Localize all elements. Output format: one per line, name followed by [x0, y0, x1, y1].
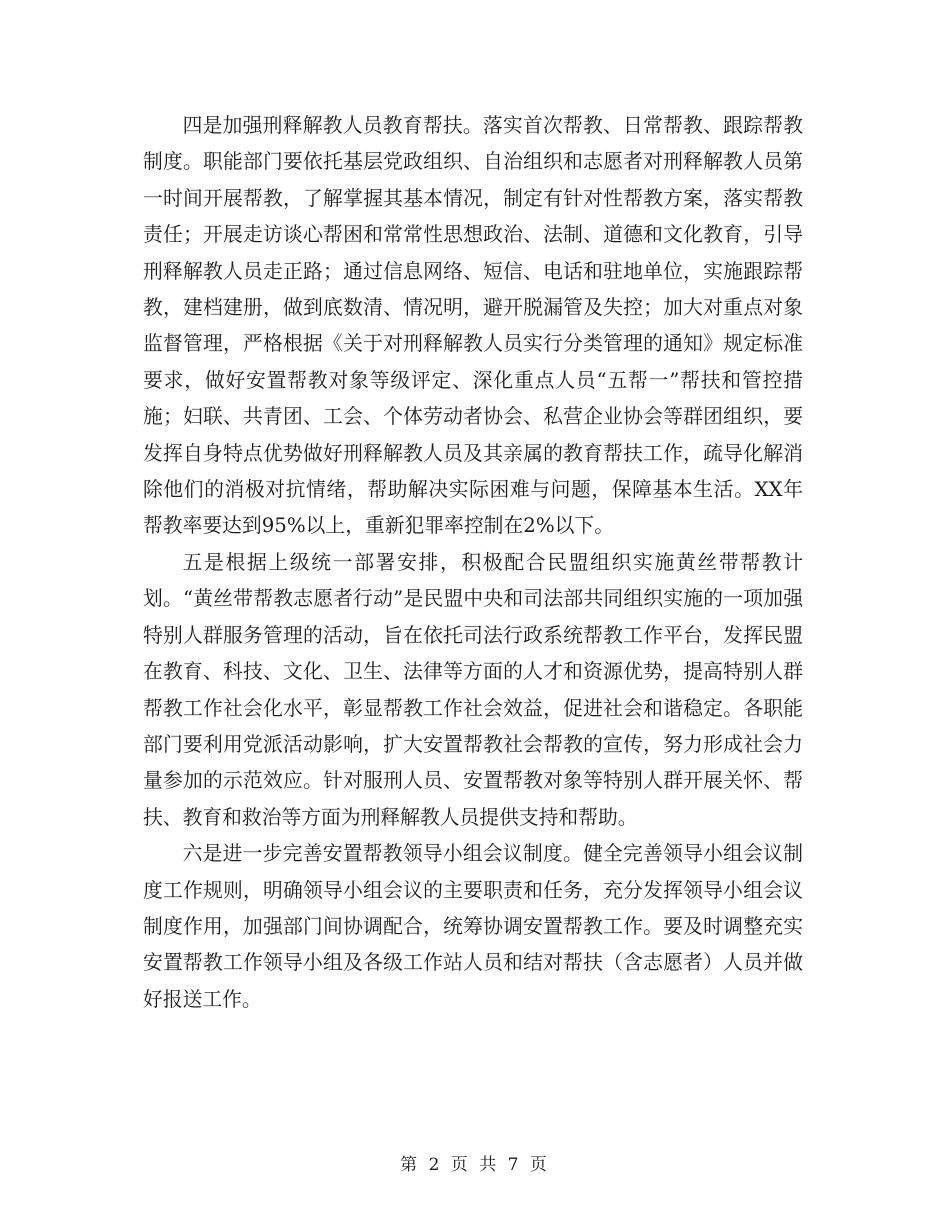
paragraph-5: 五是根据上级统一部署安排，积极配合民盟组织实施黄丝带帮教计划。“黄丝带帮教志愿者行动”是民盟中央和司法部共同组织实施的一项加强特别人群服务管理的活动，旨在依托司法行政系统帮教工作平台，发挥民盟在教育、科技、文化、卫生、法律等方面的人才和资源优势，提高特别人群帮教工作社会化水平，彰显帮教工作社会效益，促进社会和谐稳定。各职能部门要利用党派活动影响，扩大安置帮教社会帮教的宣传，努力形成社会力量参加的示范效应。针对服刑人员、安置帮教对象等特别人群开展关怀、帮扶、教育和救治等方面为刑释解教人员提供支持和帮助。 — [143, 550, 803, 829]
document-body — [143, 108, 803, 1018]
paragraph-6: 六是进一步完善安置帮教领导小组会议制度。健全完善领导小组会议制度工作规则，明确领导小组会议的主要职责和任务，充分发挥领导小组会议制度作用，加强部门间协调配合，统筹协调安置帮教工作。要及时调整充实安置帮教工作领导小组及各级工作站人员和结对帮扶（含志愿者）人员并做好报送工作。 — [143, 842, 803, 1011]
paragraph-4: 四是加强刑释解教人员教育帮扶。落实首次帮教、日常帮教、跟踪帮教制度。职能部门要依托基层党政组织、自治组织和志愿者对刑释解教人员第一时间开展帮教，了解掌握其基本情况，制定有针对性帮教方案，落实帮教责任；开展走访谈心帮困和常常性思想政治、法制、道德和文化教育，引导刑释解教人员走正路；通过信息网络、短信、电话和驻地单位，实施跟踪帮教，建档建册，做到底数清、情况明，避开脱漏管及失控；加大对重点对象监督管理，严格根据《关于对刑释解教人员实行分类管理的通知》规定标准要求，做好安置帮教对象等级评定、深化重点人员“五帮一”帮扶和管控措施；妇联、共青团、工会、个体劳动者协会、私营企业协会等群团组织，要发挥自身特点优势做好刑释解教人员及其亲属的教育帮扶工作，疏导化解消除他们的消极对抗情绪，帮助解决实际困难与问题，保障基本生活。XX年帮教率要达到95%以上，重新犯罪率控制在2%以下。 — [143, 114, 803, 538]
page-footer — [0, 1150, 950, 1175]
page-indicator: 第 2 页 共 7 页 — [400, 1155, 550, 1175]
